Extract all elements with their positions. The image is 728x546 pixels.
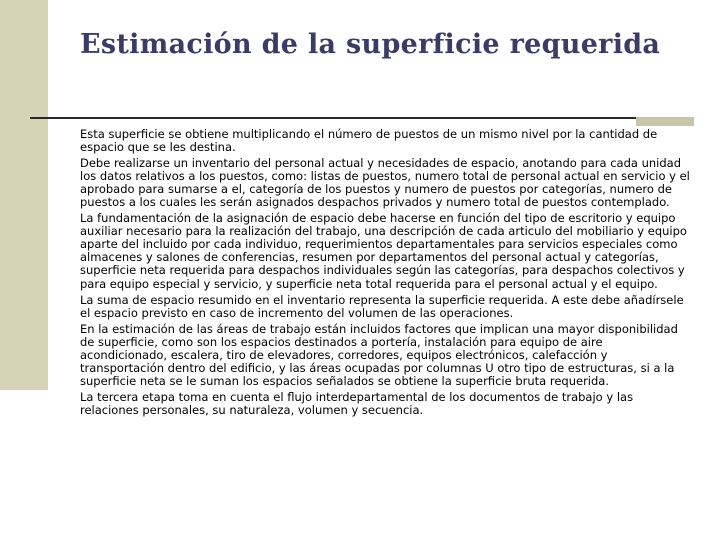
body-paragraph-4: La suma de espacio resumido en el inventario representa la superficie requerida. A este debe añadírsele el espacio previsto en caso de incremento del volumen de las operaciones.	[80, 292, 684, 320]
body-paragraph-2: Debe realizarse un inventario del personal actual y necesidades de espacio, anotando para cada unidad los datos relativos a los puestos, como: listas de puestos, numero total de personal actual en servicio y el aprobado para sumarse a el, categoría de los puestos y numero de puestos por categorías, numero de puestos a los cuales les serán asignados despachos privados y numero total de puestos contemplado.	[80, 156, 690, 210]
body-paragraph-1: Esta superficie se obtiene multiplicando el número de puestos de un mismo nivel por la cantidad de espacio que se les destina.	[80, 127, 658, 155]
body-paragraph-3: La fundamentación de la asignación de espacio debe hacerse en función del tipo de escritorio y equipo auxiliar necesario para la realización del trabajo, una descripción de cada articulo del mobiliario y equipo aparte del incluido por cada individuo, requerimientos departamentales para servicios especiales como almacenes y salones de conferencias, resumen por departamentos del personal actual y categorías, superficie neta requerida para despachos individuales según las categorías, para despachos colectivos y para equipo especial y servicio, y superficie neta total requerida para el personal actual y el equipo.	[80, 211, 687, 291]
side-accent-bar	[0, 0, 48, 390]
divider-accent-block	[636, 117, 694, 126]
body-paragraph-5: En la estimación de las áreas de trabajo están incluidos factores que implican una mayor disponibilidad de superficie, como son los espacios destinados a portería, instalación para equipo de aire acondicionado, escalera, tiro de elevadores, corredores, equipos electrónicos, calefacción y transportación dentro del edificio, y las áreas ocupadas por columnas U otro tipo de estructuras, si a la superficie neta se le suman los espacios señalados se obtiene la superficie bruta requerida.	[80, 321, 678, 388]
slide-body	[80, 128, 692, 420]
body-paragraph-6: La tercera etapa toma en cuenta el flujo interdepartamental de los documentos de trabajo y las relaciones personales, su naturaleza, volumen y secuencia.	[80, 389, 634, 417]
title-divider	[30, 117, 694, 119]
slide-title: Estimación de la superficie requerida	[80, 29, 661, 60]
